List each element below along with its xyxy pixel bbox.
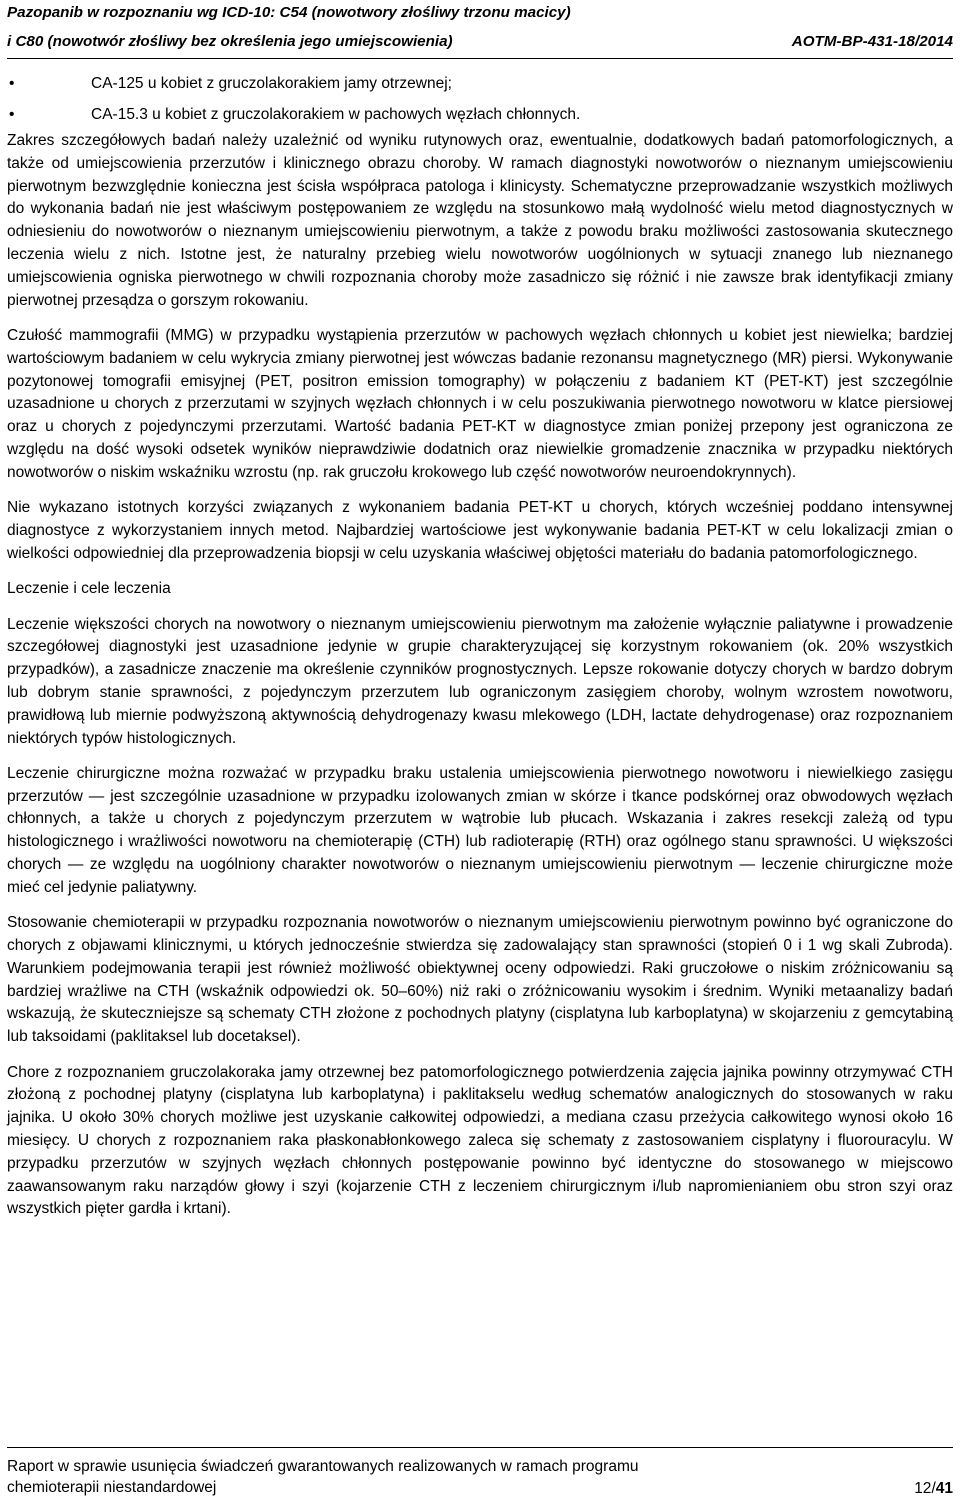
paragraph-treatment-goals: Leczenie większości chorych na nowotwory o nieznanym umiejscowieniu pierwotnym ma założenie wyłącznie paliatywne i prowadzenie szczegółowej diagnostyki jest uzasadnione jedynie w grupie charakteryzującej się korzystnym rokowaniem (ok. 20% wszystkich przypadków), a zasadnicze znaczenie ma określenie czynników prognostycznych. Lepsze rokowanie dotyczy chorych w bardzo dobrym lub dobrym stanie sprawności, z pojedynczym przerzutem lub ograniczonym zasięgiem choroby, wolnym wzrostem nowotworu, prawidłową lub miernie podwyższoną aktywnością dehydrogenazy kwasu mlekowego (LDH, lactate dehydrogenase) oraz rozpoznaniem niektórych typów histologicznych. — [7, 615, 953, 747]
paragraph-mammography-pet: Czułość mammografii (MMG) w przypadku wystąpienia przerzutów w pachowych węzłach chłonnych u kobiet jest niewielka; bardziej wartościowym badaniem w celu wykrycia zmiany pierwotnej jest wówczas badanie rezonansu magnetycznego (MR) piersi. Wykonywanie pozytonowej tomografii emisyjnej (PET, positron emission tomography) w połączeniu z badaniem KT (PET-KT) jest szczególnie uzasadnione u chorych z przerzutami w szyjnych węzłach chłonnych i w celu poszukiwania pierwotnego nowotworu w klatce piersiowej oraz u chorych z pojedynczymi przerzutami. Wartość badania PET-KT w diagnostyce zmian poniżej przepony jest ograniczona ze względu na dość wysoki odsetek wyników nieprawdziwie dodatnich oraz niewielkie gromadzenie znacznika w przypadku niektórych nowotworów o niskim wskaźniku wzrostu (np. rak gruczołu krokowego lub część nowotworów neuroendokrynnych). — [7, 326, 953, 481]
bullet-icon: • — [9, 106, 15, 123]
page-number — [914, 1478, 953, 1499]
list-item — [7, 99, 953, 130]
page-footer — [7, 1447, 953, 1498]
paragraph-surgical-treatment: Leczenie chirurgiczne można rozważać w przypadku braku ustalenia umiejscowienia pierwotnego nowotworu i niewielkiego zasięgu przerzutów — jest szczególnie uzasadnione w przypadku izolowanych zmian w skórze i tkance podskórnej oraz obwodowych węzłach chłonnych, a także u chorych z pojedynczym przerzutem w wątrobie lub płucach. Wskazania i zakres resekcji zależą od typu histologicznego i wrażliwości nowotworu na chemioterapię (CTH) lub radioterapię (RTH) oraz ogólnego stanu sprawności. U większości chorych — ze względu na uogólniony charakter nowotworów o nieznanym umiejscowieniu pierwotnym — leczenie chirurgiczne może mieć cel jedynie paliatywny. — [7, 764, 953, 896]
document-body — [7, 68, 953, 1234]
page-header — [7, 0, 953, 59]
header-document-code: AOTM-BP-431-18/2014 — [791, 33, 953, 50]
footer-report-title-line1: Raport w sprawie usunięcia świadczeń gwarantowanych realizowanych w ramach programu — [7, 1458, 639, 1475]
list-item-text: CA-15.3 u kobiet z gruczolakorakiem w pachowych węzłach chłonnych. — [91, 106, 581, 123]
page-current: 12 — [914, 1480, 932, 1497]
list-item-text: CA-125 u kobiet z gruczolakorakiem jamy otrzewnej; — [91, 75, 452, 92]
header-title-line2: i C80 (nowotwór złośliwy bez określenia jego umiejscowienia) — [7, 33, 453, 50]
section-heading-treatment: Leczenie i cele leczenia — [7, 580, 171, 598]
paragraph-chemotherapy: Stosowanie chemioterapii w przypadku rozpoznania nowotworów o nieznanym umiejscowieniu pierwotnym powinno być ograniczone do chorych z objawami klinicznymi, u których jednocześnie stwierdza się zadowalający stan sprawności (stopień 0 i 1 wg skali Zubroda). Warunkiem podejmowania terapii jest również możliwość obiektywnej oceny odpowiedzi. Raki gruczołowe o niskim zróżnicowaniu są bardziej wrażliwe na CTH (wskaźnik odpowiedzi ok. 50–60%) niż raki o zróżnicowaniu wysokim i średnim. Wyniki metaanalizy badań wskazują, że skuteczniejsze są schematy CTH złożone z pochodnych platyny (cisplatyna lub karboplatyna) w skojarzeniu z gemcytabiną lub taksoidami (paklitaksel lub docetaksel). — [7, 914, 953, 1046]
page-total: 41 — [935, 1480, 953, 1497]
paragraph-peritoneal-adenocarcinoma: Chore z rozpoznaniem gruczolakoraka jamy otrzewnej bez patomorfologicznego potwierdzenia zajęcia jajnika powinny otrzymywać CTH złożoną z pochodnej platyny (cisplatyna lub karboplatyna) i paklitakselu według schematów analogicznych do stosowanych w raku jajnika. U około 30% chorych możliwe jest uzyskanie całkowitej odpowiedzi, a mediana czasu przeżycia całkowitego wynosi około 16 miesięcy. U chorych z rozpoznaniem raka płaskonabłonkowego zaleca się schematy z zastosowaniem cisplatyny i fluorouracylu. W przypadku przerzutów w szyjnych węzłach chłonnych postępowanie powinno być identyczne do stosowanego w miejscowo zaawansowanym raku narządów głowy i szyi (kojarzenie CTH z leczeniem chirurgicznym i/lub napromienianiem obu stron szyi oraz wszystkich pięter gardła i krtani). — [7, 1063, 953, 1218]
paragraph-diagnostics-scope: Zakres szczegółowych badań należy uzależnić od wyniku rutynowych oraz, ewentualnie, dodatkowych badań patomorfologicznych, a także od umiejscowienia przerzutów i klinicznego obrazu choroby. W ramach diagnostyki nowotworów o nieznanym umiejscowieniu pierwotnym bezwzględnie konieczna jest ścisła współpraca patologa i klinicysty. Schematyczne przeprowadzanie wszystkich możliwych do wykonania badań nie jest właściwym postępowaniem ze względu na stosunkowo małą wydolność wielu metod diagnostycznych w odniesieniu do nowotworów o nieznanym umiejscowieniu pierwotnym, a także z powodu braku możliwości zastosowania skutecznego leczenia wielu z nich. Istotne jest, że naturalny przebieg wielu nowotworów uogólnionych w sytuacji znanego lub nieznanego umiejscowienia ogniska pierwotnego w chwili rozpoznania choroby może zasadniczo się różnić i nie zawsze brak identyfikacji zmiany pierwotnej przesądza o gorszym rokowaniu. — [7, 132, 953, 309]
paragraph-pet-kt-benefit: Nie wykazano istotnych korzyści związanych z wykonaniem badania PET-KT u chorych, których wcześniej poddano intensywnej diagnostyce z wykorzystaniem innych metod. Najbardziej wartościowe jest wykonywanie badania PET-KT w celu lokalizacji zmian o wielkości odpowiedniej dla przeprowadzenia biopsji w celu uzyskania właściwej objętości materiału do badania patomorfologicznego. — [7, 499, 953, 562]
header-title-line1: Pazopanib w rozpoznaniu wg ICD-10: C54 (nowotwory złośliwy trzonu macicy) — [7, 4, 571, 21]
bullet-list — [7, 68, 953, 130]
footer-report-title-line2: chemioterapii niestandardowej — [7, 1479, 217, 1496]
bullet-icon: • — [9, 75, 15, 92]
page-separator: / — [931, 1480, 936, 1497]
list-item — [7, 68, 953, 99]
